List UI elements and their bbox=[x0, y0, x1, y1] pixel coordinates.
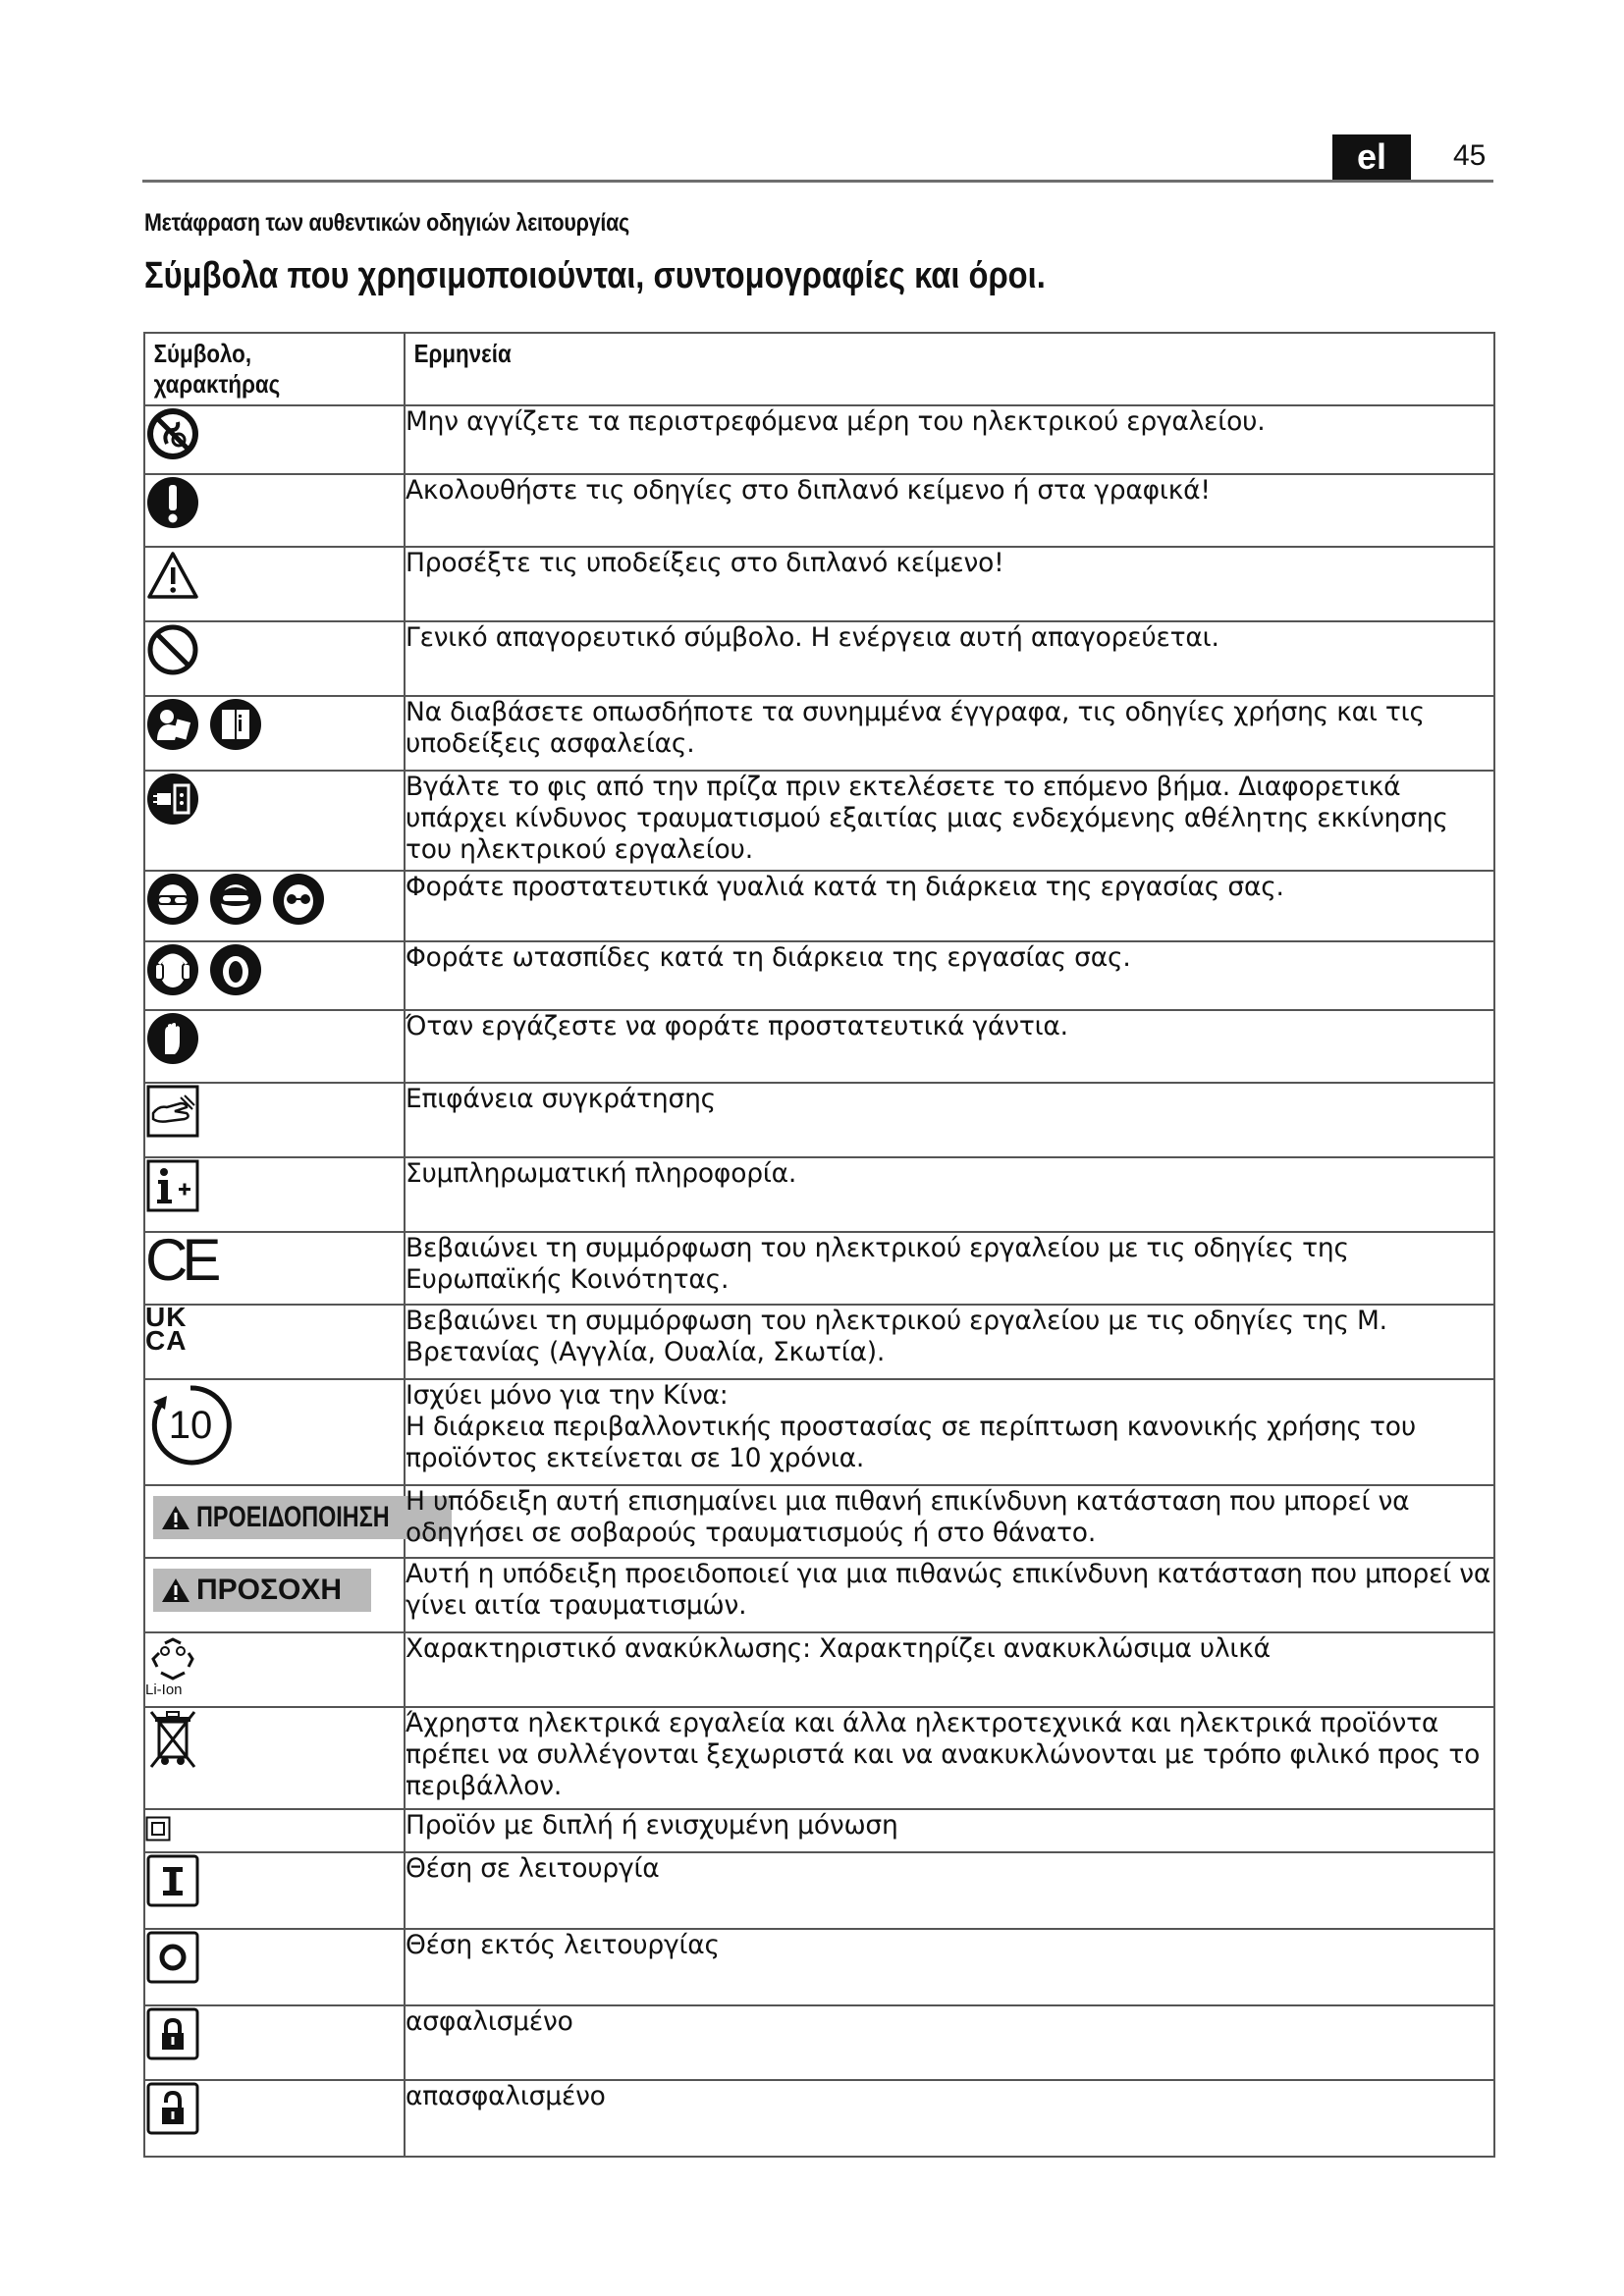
off-position-icon bbox=[145, 1930, 200, 1985]
warning-triangle-icon bbox=[145, 548, 200, 603]
header-meaning: Ερμηνεία bbox=[405, 333, 1494, 405]
header-symbol: Σύμβολο, χαρακτήρας bbox=[144, 333, 405, 405]
table-row: ασφαλισμένο bbox=[144, 2005, 1494, 2080]
eye-protection-face-shield-icon bbox=[208, 872, 263, 927]
table-row: Να διαβάσετε οπωσδήποτε τα συνημμένα έγγραφα, τις οδηγίες χρήσης και τις υποδείξεις ασφαλείας. bbox=[144, 696, 1494, 771]
double-insulation-icon bbox=[145, 1816, 171, 1842]
table-row: CE Βεβαιώνει τη συμμόρφωση του ηλεκτρικού εργαλείου με τις οδηγίες της Ευρωπαϊκής Κοινότητας. bbox=[144, 1232, 1494, 1305]
table-row: 10 Ισχύει μόνο για την Κίνα: Η διάρκεια περιβαλλοντικής προστασίας σε περίπτωση κανονικής χρήσης του προϊόντος εκτείνεται σε 10 χρόνια. bbox=[144, 1379, 1494, 1485]
eye-protection-goggles-icon bbox=[145, 872, 200, 927]
ear-protection-earmuffs-icon bbox=[145, 942, 200, 997]
prohibition-icon bbox=[145, 622, 200, 677]
row-text: Μην αγγίζετε τα περιστρεφόμενα μέρη του ηλεκτρικού εργαλείου. bbox=[405, 405, 1494, 474]
do-not-touch-rotating-parts-icon bbox=[145, 406, 200, 461]
page-title: Σύμβολα που χρησιμοποιούνται, συντομογραφίες και όροι. bbox=[144, 255, 1046, 296]
ear-protection-headphones-icon bbox=[208, 942, 263, 997]
ce-mark-icon: CE bbox=[145, 1227, 216, 1293]
eye-protection-glasses-icon bbox=[271, 872, 326, 927]
table-row: Άχρηστα ηλεκτρικά εργαλεία και άλλα ηλεκτροτεχνικά και ηλεκτρικά προϊόντα πρέπει να συλλέγονται ξεχωριστά και να ανακυκλώνονται με τρόπο φιλικό προς το περιβάλλον. bbox=[144, 1707, 1494, 1809]
table-row: Συμπληρωματική πληροφορία. bbox=[144, 1157, 1494, 1232]
caution-label-icon: ΠΡΟΣΟΧΗ bbox=[153, 1569, 371, 1612]
table-row: Προσέξτε τις υποδείξεις στο διπλανό κείμενο! bbox=[144, 547, 1494, 621]
locked-icon bbox=[145, 2006, 200, 2061]
symbols-table bbox=[143, 332, 1495, 2158]
table-row: Προϊόν με διπλή ή ενισχυμένη μόνωση bbox=[144, 1809, 1494, 1852]
on-position-icon bbox=[145, 1853, 200, 1908]
ukca-mark-icon: UK CA bbox=[145, 1302, 188, 1356]
mandatory-exclamation-icon bbox=[145, 475, 200, 530]
table-row: Θέση σε λειτουργία bbox=[144, 1852, 1494, 1929]
table-row: Ακολουθήστε τις οδηγίες στο διπλανό κείμενο ή στα γραφικά! bbox=[144, 474, 1494, 547]
document-subtitle: Μετάφραση των αυθεντικών οδηγιών λειτουργίας bbox=[144, 209, 629, 237]
weee-bin-icon bbox=[145, 1708, 200, 1771]
table-row bbox=[144, 405, 1494, 474]
table-row: Φοράτε προστατευτικά γυαλιά κατά τη διάρκεια της εργασίας σας. bbox=[144, 871, 1494, 941]
table-row: UK CA Βεβαιώνει τη συμμόρφωση του ηλεκτρικού εργαλείου με τις οδηγίες της Μ. Βρετανίας (Αγγλία, Ουαλία, Σκωτία). bbox=[144, 1305, 1494, 1379]
table-row: Όταν εργάζεστε να φοράτε προστατευτικά γάντια. bbox=[144, 1010, 1494, 1083]
table-row: Βγάλτε το φις από την πρίζα πριν εκτελέσετε το επόμενο βήμα. Διαφορετικά υπάρχει κίνδυνος τραυματισμού εξαιτίας μιας ενδεχόμενης αθέλητης εκκίνησης του ηλεκτρικού εργαλείου. bbox=[144, 771, 1494, 871]
read-manual-book-icon bbox=[208, 697, 263, 752]
header-rule bbox=[142, 180, 1493, 183]
svg-text:10: 10 bbox=[168, 1404, 213, 1447]
table-row: Θέση εκτός λειτουργίας bbox=[144, 1929, 1494, 2005]
unplug-icon bbox=[145, 772, 200, 827]
read-manual-person-icon bbox=[145, 697, 200, 752]
info-plus-icon bbox=[145, 1158, 200, 1213]
china-epup-10-icon bbox=[145, 1380, 236, 1470]
table-row: ΠΡΟΣΟΧΗ Αυτή η υπόδειξη προειδοποιεί για μια πιθανώς επικίνδυνη κατάσταση που μπορεί να γίνει αιτία τραυματισμών. bbox=[144, 1558, 1494, 1632]
recycling-li-ion-icon: Li-Ion bbox=[145, 1637, 404, 1698]
table-row: απασφαλισμένο bbox=[144, 2080, 1494, 2157]
grip-surface-icon bbox=[145, 1084, 200, 1139]
table-row: Γενικό απαγορευτικό σύμβολο. Η ενέργεια αυτή απαγορεύεται. bbox=[144, 621, 1494, 696]
table-header-row bbox=[144, 333, 1494, 405]
table-row: Φοράτε ωτασπίδες κατά τη διάρκεια της εργασίας σας. bbox=[144, 941, 1494, 1010]
gloves-icon bbox=[145, 1011, 200, 1066]
table-row: Επιφάνεια συγκράτησης bbox=[144, 1083, 1494, 1157]
language-badge: el bbox=[1332, 134, 1411, 180]
warning-label-icon: ΠΡΟΕΙΔΟΠΟΙΗΣΗ bbox=[153, 1496, 452, 1539]
page-number: 45 bbox=[1453, 139, 1487, 172]
china-note: Ισχύει μόνο για την Κίνα: bbox=[406, 1380, 729, 1411]
table-row: ΠΡΟΕΙΔΟΠΟΙΗΣΗ Η υπόδειξη αυτή επισημαίνει μια πιθανή επικίνδυνη κατάσταση που μπορεί να οδηγήσει σε σοβαρούς τραυματισμούς ή στο θάνατο. bbox=[144, 1485, 1494, 1558]
table-row: Li-Ion Χαρακτηριστικό ανακύκλωσης: Χαρακτηρίζει ανακυκλώσιμα υλικά bbox=[144, 1632, 1494, 1707]
unlocked-icon bbox=[145, 2081, 200, 2136]
